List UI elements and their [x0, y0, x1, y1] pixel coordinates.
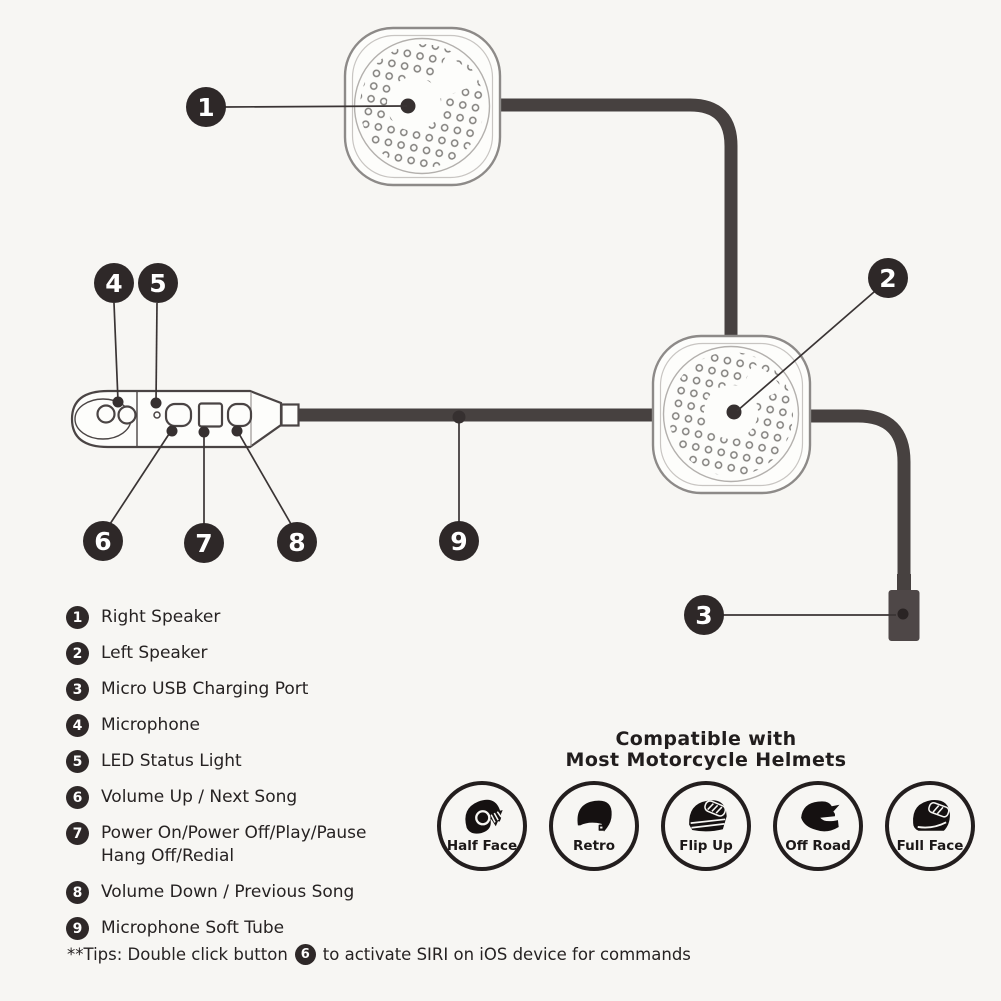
full-face-helmet-icon [905, 794, 955, 840]
legend-label: Micro USB Charging Port [101, 679, 309, 699]
legend-label: Right Speaker [101, 607, 221, 627]
cable-strain-relief [282, 405, 299, 426]
parts-legend [66, 606, 486, 953]
legend-label: Volume Up / Next Song [101, 787, 298, 807]
micro-usb-connector [889, 574, 920, 641]
flip-up-helmet-icon [681, 794, 731, 840]
compatibility-title-line1: Compatible with [615, 728, 797, 750]
microphone-soft-tube-dot [453, 411, 466, 424]
compatibility-title-line2: Most Motorcycle Helmets [565, 749, 847, 771]
callout-badge-7: 7 [184, 523, 224, 563]
helmet-label: Flip Up [679, 838, 733, 854]
helmet-flip-up [661, 781, 751, 871]
retro-helmet-icon [569, 794, 619, 840]
cable-right-speaker-to-left-speaker [480, 105, 731, 345]
legend-label-line2: Hang Off/Redial [101, 846, 235, 866]
legend-bullet: 9 [66, 917, 89, 940]
legend-item-microphone [66, 714, 486, 737]
helmet-label: Off Road [785, 838, 851, 854]
microphone-hole [98, 406, 115, 423]
helmet-type-row [437, 781, 975, 871]
helmet-half-face [437, 781, 527, 871]
legend-item-soft-tube [66, 917, 486, 940]
legend-item-volume-up [66, 786, 486, 809]
legend-label: LED Status Light [101, 751, 242, 771]
legend-bullet: 8 [66, 881, 89, 904]
compatibility-section [437, 729, 975, 871]
led-status-light [154, 412, 160, 418]
power-button [199, 404, 222, 427]
helmet-full-face [885, 781, 975, 871]
legend-label [101, 822, 366, 868]
callout-badge-9: 9 [439, 521, 479, 561]
off-road-helmet-icon [793, 794, 843, 840]
tips-note [67, 944, 691, 965]
callout-badge-1: 1 [186, 87, 226, 127]
legend-label: Volume Down / Previous Song [101, 882, 355, 902]
callout-badge-4: 4 [94, 263, 134, 303]
helmet-label: Full Face [896, 838, 964, 854]
legend-bullet: 6 [66, 786, 89, 809]
compatibility-title [437, 729, 975, 771]
legend-bullet: 4 [66, 714, 89, 737]
legend-item-right-speaker [66, 606, 486, 629]
control-unit [72, 391, 299, 447]
helmet-label: Half Face [446, 838, 518, 854]
legend-item-power [66, 822, 486, 868]
legend-bullet: 2 [66, 642, 89, 665]
legend-bullet: 7 [66, 822, 89, 845]
helmet-label: Retro [573, 838, 615, 854]
volume-up-button [166, 404, 191, 426]
left-speaker-center-dot [727, 405, 742, 420]
callout-badge-2: 2 [868, 258, 908, 298]
legend-item-left-speaker [66, 642, 486, 665]
tips-prefix: **Tips: Double click button [67, 945, 288, 964]
callout-badge-5: 5 [138, 263, 178, 303]
helmet-off-road [773, 781, 863, 871]
legend-item-usb-port [66, 678, 486, 701]
legend-label: Microphone [101, 715, 200, 735]
legend-item-led [66, 750, 486, 773]
tips-button-6-badge: 6 [295, 944, 316, 965]
left-speaker [653, 336, 810, 493]
legend-label-line1: Power On/Power Off/Play/Pause [101, 823, 367, 843]
legend-item-volume-down [66, 881, 486, 904]
half-face-helmet-icon [457, 794, 507, 840]
legend-bullet: 1 [66, 606, 89, 629]
tips-suffix: to activate SIRI on iOS device for commands [322, 945, 691, 964]
helmet-retro [549, 781, 639, 871]
legend-label: Microphone Soft Tube [101, 918, 285, 938]
legend-bullet: 3 [66, 678, 89, 701]
callout-badge-3: 3 [684, 595, 724, 635]
legend-bullet: 5 [66, 750, 89, 773]
volume-down-button [228, 404, 251, 426]
legend-label: Left Speaker [101, 643, 208, 663]
callout-badge-8: 8 [277, 522, 317, 562]
callout-badge-6: 6 [83, 521, 123, 561]
microphone-hole [119, 407, 136, 424]
